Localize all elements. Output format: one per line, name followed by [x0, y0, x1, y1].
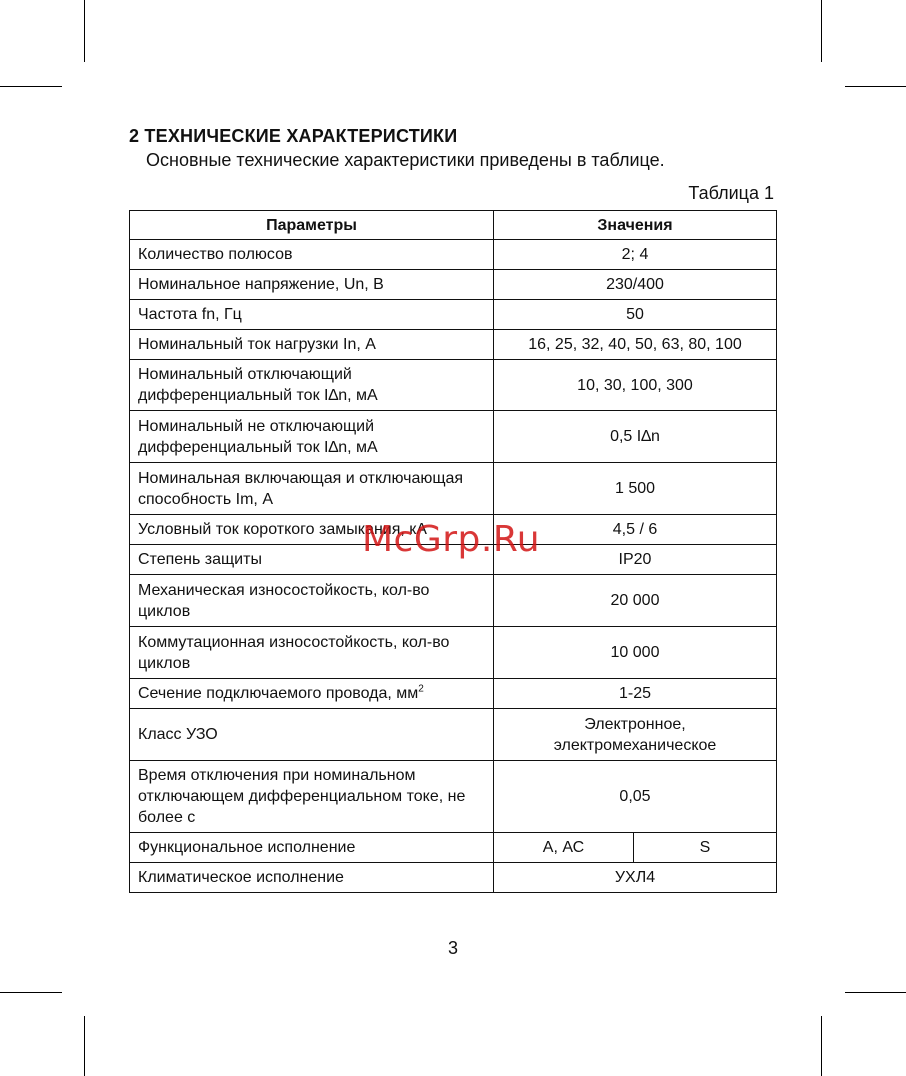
param-cell: Количество полюсов — [130, 240, 494, 270]
crop-mark — [821, 0, 822, 62]
param-cell — [130, 679, 494, 709]
table-row — [130, 761, 777, 833]
table-row — [130, 463, 777, 515]
param-cell: Номинальный ток нагрузки In, А — [130, 330, 494, 360]
crop-mark — [845, 992, 906, 993]
table-row — [130, 330, 777, 360]
value-cell: 50 — [494, 300, 777, 330]
param-cell: Коммутационная износостойкость, кол-во циклов — [130, 627, 494, 679]
param-cell: Условный ток короткого замыкания, кА — [130, 515, 494, 545]
value-cell: 1-25 — [494, 679, 777, 709]
crop-mark — [821, 1016, 822, 1076]
watermark: McGrp.Ru — [362, 519, 541, 560]
table-row — [130, 679, 777, 709]
param-text: Сечение подключаемого провода, мм — [138, 685, 419, 702]
param-cell: Функциональное исполнение — [130, 833, 494, 863]
table-row — [130, 270, 777, 300]
table-row — [130, 360, 777, 411]
table-row — [130, 300, 777, 330]
crop-mark — [84, 1016, 85, 1076]
header-params: Параметры — [130, 211, 494, 240]
value-cell-b: S — [634, 833, 777, 863]
param-cell: Время отключения при номинальном отключающем дифференциальном токе, не более с — [130, 761, 494, 833]
crop-mark — [0, 86, 62, 87]
table-header-row — [130, 211, 777, 240]
value-cell: 16, 25, 32, 40, 50, 63, 80, 100 — [494, 330, 777, 360]
value-cell: УХЛ4 — [494, 863, 777, 893]
value-cell: IP20 — [494, 545, 777, 575]
value-cell: 0,5 I∆n — [494, 411, 777, 463]
param-cell: Номинальное напряжение, Un, В — [130, 270, 494, 300]
value-cell: 230/400 — [494, 270, 777, 300]
param-cell: Частота fn, Гц — [130, 300, 494, 330]
table-row — [130, 240, 777, 270]
table-row — [130, 863, 777, 893]
table-caption: Таблица 1 — [688, 183, 774, 203]
value-cell-a: А, АС — [494, 833, 634, 863]
intro-text: Основные технические характеристики приведены в таблице. — [146, 150, 665, 170]
crop-mark — [845, 86, 906, 87]
param-cell: Степень защиты — [130, 545, 494, 575]
param-cell: Механическая износостойкость, кол-во циклов — [130, 575, 494, 627]
value-cell: 0,05 — [494, 761, 777, 833]
param-cell: Номинальная включающая и отключающая способность Im, А — [130, 463, 494, 515]
page-number: 3 — [447, 938, 458, 958]
table-row — [130, 833, 777, 863]
value-cell: 10, 30, 100, 300 — [494, 360, 777, 411]
value-cell: 4,5 / 6 — [494, 515, 777, 545]
table-row — [130, 627, 777, 679]
param-cell: Номинальный не отключающий дифференциальный ток I∆n, мА — [130, 411, 494, 463]
param-cell: Климатическое исполнение — [130, 863, 494, 893]
value-cell: Электронное, электромеханическое — [494, 709, 777, 761]
header-values: Значения — [494, 211, 777, 240]
param-cell: Класс УЗО — [130, 709, 494, 761]
table-row — [130, 411, 777, 463]
crop-mark — [0, 992, 62, 993]
table-row — [130, 575, 777, 627]
value-cell: 20 000 — [494, 575, 777, 627]
crop-mark — [84, 0, 85, 62]
value-cell: 2; 4 — [494, 240, 777, 270]
table-row — [130, 709, 777, 761]
section-title: 2 ТЕХНИЧЕСКИЕ ХАРАКТЕРИСТИКИ — [129, 126, 458, 146]
param-cell: Номинальный отключающий дифференциальный ток I∆n, мА — [130, 360, 494, 411]
superscript: 2 — [418, 683, 424, 695]
value-cell: 10 000 — [494, 627, 777, 679]
value-cell: 1 500 — [494, 463, 777, 515]
